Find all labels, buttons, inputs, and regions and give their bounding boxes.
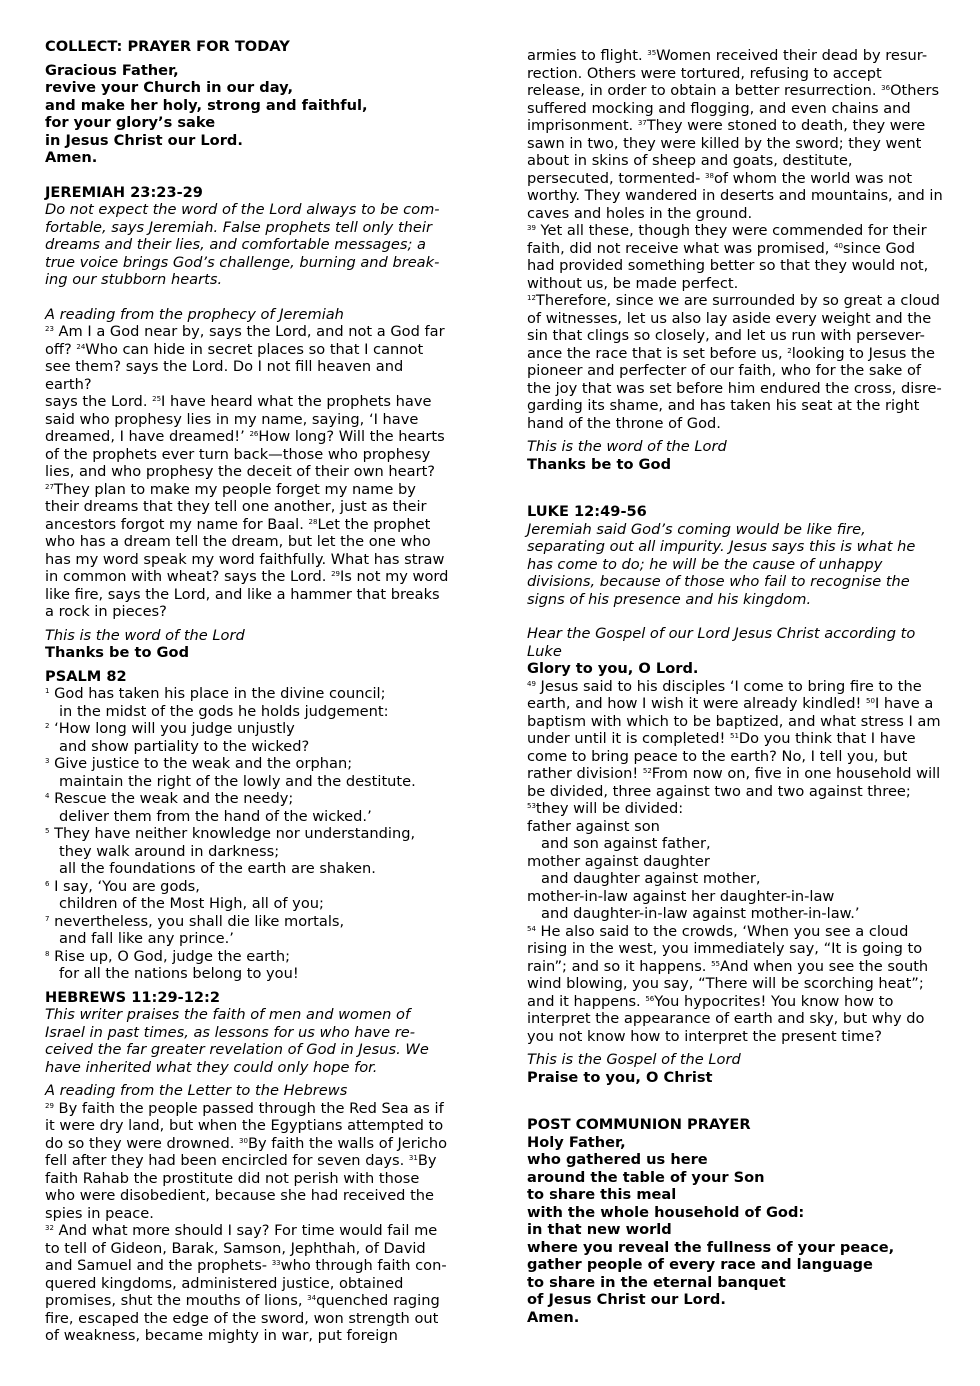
jeremiah-intro: [45, 201, 453, 289]
psalm-line: [45, 878, 453, 896]
intro-line: Hear the Gospel of our Lord Jesus Christ according to: [527, 625, 916, 642]
verse-number: 32: [45, 1224, 54, 1232]
text-line: sin that clings so closely, and let us run with persever-: [527, 327, 925, 344]
text-line: [45, 568, 453, 586]
verse-number: 5: [45, 827, 50, 835]
line-text: Do you think that I have: [738, 730, 916, 747]
text-line: their dreams that they tell one another, just as their: [45, 498, 427, 515]
verse-number: 1: [45, 687, 50, 695]
text-line: the joy that was set before him endured the cross, disre-: [527, 379, 942, 397]
line-text: By faith the people passed through the Red Sea as if: [53, 1099, 444, 1117]
text-line: about in skins of sheep and goats, destitute,: [527, 152, 853, 169]
jeremiah-text: [45, 323, 453, 621]
text-line: you not know how to interpret the present time?: [527, 1027, 882, 1045]
line-text: Others: [890, 82, 940, 99]
verse-number: 24: [76, 342, 86, 351]
text-line: [527, 240, 947, 258]
text-line: and daughter against mother,: [541, 870, 761, 887]
text-line: [527, 993, 947, 1011]
text-line: [45, 1100, 453, 1118]
line-text: promises, shut the mouths of lions,: [45, 1292, 308, 1309]
collect-line: and make her holy, strong and faithful,: [45, 96, 368, 114]
verse-number: 40: [834, 241, 843, 250]
text-line: [45, 1257, 453, 1275]
verse-number: 31: [408, 1154, 418, 1162]
verse-number: 28: [308, 517, 318, 526]
line-text: He also said to the crowds, ‘When you see a cloud: [535, 922, 909, 940]
collect-heading: COLLECT: PRAYER FOR TODAY: [45, 38, 290, 55]
line-text: And what more should I say? For time would fail me: [53, 1222, 438, 1239]
text-line: mother against daughter: [527, 852, 710, 870]
verse-number: 38: [705, 171, 714, 180]
text-line: baptism with which to be baptized, and what stress I am: [527, 712, 941, 730]
verse-number: 25: [152, 395, 162, 403]
verse-number: 51: [729, 732, 739, 740]
jeremiah-heading: JEREMIAH 23:23-29: [45, 183, 203, 201]
post-communion-prayer: [527, 1134, 947, 1327]
jeremiah-response: Thanks be to God: [45, 644, 190, 661]
prayer-line: who gathered us here: [527, 1151, 708, 1168]
intro-line: have inherited what they could only hope for.: [45, 1058, 378, 1076]
text-line: of witnesses, let us also lay aside every weight and the: [527, 309, 932, 327]
verse-number: 2: [45, 722, 50, 730]
text-line: has my word speak my word faithfully. What has straw: [45, 550, 445, 568]
line-text: and it happens.: [527, 992, 646, 1010]
text-line: a rock in pieces?: [45, 603, 167, 620]
intro-line: signs of his presence and his kingdom.: [527, 590, 812, 608]
text-line: [527, 695, 947, 713]
verse-number: 36: [881, 84, 891, 92]
line-text: Am I a God near by, says the Lord, and not a God far: [53, 323, 445, 340]
psalm-line: children of the Most High, all of you;: [59, 895, 324, 912]
text-line: of weakness, became mighty in war, put foreign: [45, 1327, 398, 1344]
text-line: hand of the throne of God.: [527, 414, 721, 432]
psalm-line: [45, 720, 453, 738]
verse-number: 6: [45, 879, 50, 888]
text-line: to tell of Gideon, Barak, Samson, Jephthah, of David: [45, 1239, 426, 1257]
intro-line: Luke: [527, 642, 562, 660]
text-line: [527, 292, 947, 310]
line-text: By: [417, 1152, 437, 1169]
prayer-line: with the whole household of God:: [527, 1203, 805, 1221]
verse-number: 55: [711, 959, 720, 968]
text-line: rection. Others were tortured, refusing to accept: [527, 64, 882, 82]
luke-closing: This is the Gospel of the Lord: [527, 1051, 741, 1068]
hebrews-text-part1: [45, 1100, 453, 1345]
prayer-line: gather people of every race and language: [527, 1256, 873, 1273]
jeremiah-reading-intro: A reading from the prophecy of Jeremiah: [45, 305, 344, 323]
text-line: said who prophesy lies in my name, saying, ‘I have: [45, 410, 419, 428]
psalm-line: [45, 913, 453, 931]
text-line: [45, 428, 453, 446]
line-text: since God: [842, 239, 915, 257]
luke-gospel-intro: [527, 625, 947, 660]
psalm-text: [45, 685, 453, 983]
line-text: do so they were drowned.: [45, 1134, 240, 1152]
line-text: release, in order to obtain a better resurrection.: [527, 82, 882, 99]
verse-number: 3: [45, 757, 50, 765]
line-text: Rescue the weak and the needy;: [49, 790, 294, 807]
text-line: [527, 47, 947, 65]
text-line: garding its shame, and has taken his seat at the right: [527, 397, 920, 414]
line-text: Is not my word: [339, 568, 449, 585]
line-text: By faith the walls of Jericho: [247, 1134, 448, 1152]
collect-line: for your glory’s sake: [45, 114, 216, 131]
intro-line: fortable, says Jeremiah. False prophets tell only their: [45, 218, 432, 236]
psalm-line: [45, 825, 453, 843]
luke-heading: LUKE 12:49-56: [527, 503, 647, 520]
line-text: persecuted, tormented-: [527, 169, 706, 187]
prayer-line: around the table of your Son: [527, 1168, 765, 1186]
psalm-line: they walk around in darkness;: [59, 842, 280, 860]
text-line: [527, 765, 947, 783]
hebrews-heading: HEBREWS 11:29-12:2: [45, 988, 221, 1006]
text-line: spies in peace.: [45, 1204, 154, 1222]
luke-gospel-response: Glory to you, O Lord.: [527, 660, 699, 677]
line-text: ancestors forgot my name for Baal.: [45, 515, 309, 533]
text-line: [45, 393, 453, 411]
intro-line: true voice brings God’s challenge, burning and break-: [45, 253, 440, 271]
verse-number: 53: [527, 802, 536, 810]
line-text: earth, and how I wish it were already kindled!: [527, 695, 867, 712]
luke-response: Praise to you, O Christ: [527, 1068, 713, 1086]
line-text: And when you see the south: [720, 957, 929, 975]
intro-line: ceived the far greater revelation of God in Jesus. We: [45, 1041, 429, 1058]
line-text: imprisonment.: [527, 117, 638, 134]
text-line: worthy. They wandered in deserts and mountains, and in: [527, 187, 943, 204]
text-line: [527, 170, 947, 188]
line-text: they will be divided:: [535, 800, 684, 817]
line-text: They plan to make my people forget my name by: [53, 480, 416, 498]
line-text: says the Lord.: [45, 393, 153, 410]
line-text: From now on, five in one household will: [651, 765, 941, 782]
jeremiah-closing: This is the word of the Lord: [45, 626, 245, 644]
text-line: without us, be made perfect.: [527, 274, 739, 292]
hebrews-text-part2: [527, 47, 947, 432]
line-text: who through faith con-: [280, 1257, 447, 1274]
line-text: under until it is completed!: [527, 730, 730, 747]
text-line: and son against father,: [541, 835, 711, 852]
intro-line: dreams and their lies, and comfortable messages; a: [45, 236, 426, 253]
intro-line: has come to do; he will be the cause of unhappy: [527, 555, 883, 573]
psalm-line: deliver them from the hand of the wicked.’: [59, 807, 372, 825]
collect-line: Gracious Father,: [45, 61, 179, 79]
text-line: quered kingdoms, administered justice, obtained: [45, 1274, 404, 1292]
text-line: sawn in two, they were killed by the sword; they went: [527, 134, 922, 152]
prayer-line: in that new world: [527, 1221, 672, 1238]
text-line: faith Rahab the prostitute did not perish with those: [45, 1169, 420, 1187]
text-line: interpret the appearance of earth and sky, but why do: [527, 1010, 925, 1027]
line-text: Let the prophet: [317, 515, 431, 533]
text-line: father against son: [527, 817, 660, 835]
text-line: [527, 678, 947, 696]
verse-number: 2: [787, 346, 792, 355]
psalm-line: and fall like any prince.’: [59, 930, 234, 947]
right-column: [527, 47, 947, 1326]
verse-number: 56: [645, 994, 655, 1003]
psalm-line: in the midst of the gods he holds judgement:: [59, 702, 389, 720]
psalm-line: for all the nations belong to you!: [59, 965, 299, 982]
verse-number: 35: [647, 49, 657, 57]
text-line: come to bring peace to the earth? No, I tell you, but: [527, 747, 908, 765]
line-text: How long? Will the hearts: [258, 428, 445, 445]
verse-number: 39: [527, 224, 536, 232]
psalm-line: [45, 755, 453, 773]
hebrews-response: Thanks be to God: [527, 455, 672, 473]
psalm-line: [45, 948, 453, 966]
hebrews-intro: [45, 1006, 453, 1076]
text-line: [45, 516, 453, 534]
luke-text: [527, 678, 947, 1046]
psalm-line: [45, 790, 453, 808]
line-text: Rise up, O God, judge the earth;: [49, 947, 291, 965]
line-text: ‘How long will you judge unjustly: [49, 720, 295, 737]
line-text: quenched raging: [316, 1292, 440, 1309]
verse-number: 52: [642, 767, 652, 775]
verse-number: 8: [45, 949, 50, 958]
psalm-line: maintain the right of the lowly and the destitute.: [59, 772, 416, 790]
text-line: wind blowing, you say, “There will be scorching heat”;: [527, 975, 924, 992]
line-text: You hypocrites! You know how to: [654, 992, 894, 1010]
line-text: in common with wheat? says the Lord.: [45, 568, 332, 585]
verse-number: 4: [45, 792, 50, 800]
intro-line: divisions, because of those who fail to recognise the: [527, 573, 910, 590]
text-line: had provided something better so that they would not,: [527, 257, 929, 274]
line-text: faith, did not receive what was promised,: [527, 239, 834, 257]
line-text: fell after they had been encircled for seven days.: [45, 1152, 409, 1169]
text-line: [527, 730, 947, 748]
line-text: looking to Jesus the: [791, 344, 935, 362]
line-text: I have a: [874, 695, 934, 712]
text-line: and daughter-in-law against mother-in-law.’: [541, 905, 860, 922]
line-text: off?: [45, 340, 77, 358]
collect-line: revive your Church in our day,: [45, 79, 294, 96]
verse-number: 49: [527, 679, 536, 688]
text-line: mother-in-law against her daughter-in-law: [527, 887, 835, 905]
prayer-line: of Jesus Christ our Lord.: [527, 1291, 726, 1308]
text-line: [527, 923, 947, 941]
text-line: [527, 82, 947, 100]
text-line: who were disobedient, because she had received the: [45, 1187, 435, 1204]
line-text: Women received their dead by resur-: [656, 47, 928, 64]
prayer-line: to share this meal: [527, 1186, 677, 1203]
left-column: [45, 38, 453, 1345]
line-text: Give justice to the weak and the orphan;: [49, 755, 353, 772]
hebrews-closing: This is the word of the Lord: [527, 438, 727, 455]
text-line: it were dry land, but when the Egyptians attempted to: [45, 1117, 444, 1134]
verse-number: 54: [527, 924, 536, 933]
text-line: suffered mocking and flogging, and even chains and: [527, 99, 911, 117]
verse-number: 7: [45, 914, 50, 923]
text-line: [527, 345, 947, 363]
line-text: I say, ‘You are gods,: [49, 877, 200, 895]
verse-number: 26: [249, 430, 259, 438]
line-text: Who can hide in secret places so that I cannot: [85, 340, 424, 358]
intro-line: separating out all impurity. Jesus says this is what he: [527, 538, 916, 555]
collect-prayer: [45, 62, 453, 167]
verse-number: 27: [45, 482, 54, 491]
line-text: rather division!: [527, 765, 643, 782]
prayer-line: Amen.: [527, 1308, 580, 1326]
line-text: and Samuel and the prophets-: [45, 1257, 272, 1274]
prayer-line: where you reveal the fullness of your peace,: [527, 1238, 895, 1256]
verse-number: 29: [331, 570, 340, 578]
psalm-line: all the foundations of the earth are shaken.: [59, 860, 376, 877]
verse-number: 37: [637, 119, 647, 127]
text-line: [45, 1222, 453, 1240]
post-communion-heading: POST COMMUNION PRAYER: [527, 1116, 751, 1133]
text-line: [45, 1135, 453, 1153]
verse-number: 23: [45, 325, 54, 333]
verse-number: 34: [307, 1294, 317, 1302]
text-line: who has a dream tell the dream, but let the one who: [45, 533, 431, 550]
line-text: Jesus said to his disciples ‘I come to bring fire to the: [535, 677, 922, 695]
text-line: [45, 341, 453, 359]
text-line: [45, 323, 453, 341]
psalm-line: [45, 685, 453, 703]
line-text: of whom the world was not: [713, 169, 913, 187]
line-text: They have neither knowledge nor understanding,: [49, 825, 416, 842]
text-line: see them? says the Lord. Do I not fill heaven and earth?: [45, 358, 404, 393]
text-line: like fire, says the Lord, and like a hammer that breaks: [45, 585, 440, 603]
verse-number: 30: [239, 1136, 248, 1145]
line-text: They were stoned to death, they were: [646, 117, 926, 134]
text-line: [527, 117, 947, 135]
verse-number: 50: [866, 697, 875, 705]
text-line: pioneer and perfecter of our faith, who for the sake of: [527, 362, 922, 379]
psalm-line: and show partiality to the wicked?: [59, 737, 310, 755]
verse-number: 12: [527, 294, 536, 302]
line-text: ance the race that is set before us,: [527, 344, 788, 362]
line-text: dreamed, I have dreamed!’: [45, 428, 250, 445]
line-text: God has taken his place in the divine council;: [49, 685, 386, 702]
hebrews-reading-intro: A reading from the Letter to the Hebrews: [45, 1082, 348, 1099]
text-line: of the prophets ever turn back—those who prophesy: [45, 445, 431, 463]
text-line: lies, and who prophesy the deceit of their own heart?: [45, 463, 436, 480]
prayer-line: Holy Father,: [527, 1133, 626, 1151]
verse-number: 33: [271, 1259, 281, 1267]
text-line: [527, 958, 947, 976]
line-text: armies to flight.: [527, 47, 648, 64]
text-line: caves and holes in the ground.: [527, 204, 753, 222]
psalm-heading: PSALM 82: [45, 667, 127, 685]
collect-line: Amen.: [45, 149, 98, 166]
text-line: fire, escaped the edge of the sword, won strength out: [45, 1309, 439, 1327]
text-line: [45, 481, 453, 499]
text-line: [45, 1152, 453, 1170]
intro-line: Israel in past times, as lessons for us who have re-: [45, 1023, 415, 1041]
prayer-line: to share in the eternal banquet: [527, 1273, 786, 1291]
intro-line: ing our stubborn hearts.: [45, 271, 223, 288]
intro-line: This writer praises the faith of men and women of: [45, 1006, 411, 1023]
text-line: be divided, three against two and two against three;: [527, 782, 911, 800]
line-text: nevertheless, you shall die like mortals,: [49, 912, 345, 930]
text-line: [45, 1292, 453, 1310]
text-line: [527, 222, 947, 240]
intro-line: Do not expect the word of the Lord always to be com-: [45, 201, 440, 218]
line-text: I have heard what the prophets have: [161, 393, 432, 410]
luke-intro: [527, 521, 947, 609]
text-line: rising in the west, you immediately say, “It is going to: [527, 940, 923, 957]
line-text: rain”; and so it happens.: [527, 957, 712, 975]
intro-line: Jeremiah said God’s coming would be like fire,: [527, 520, 866, 538]
line-text: Therefore, since we are surrounded by so great a cloud: [535, 292, 940, 309]
text-line: [527, 800, 947, 818]
line-text: Yet all these, though they were commended for their: [535, 222, 927, 239]
collect-line: in Jesus Christ our Lord.: [45, 131, 243, 149]
verse-number: 29: [45, 1101, 54, 1110]
